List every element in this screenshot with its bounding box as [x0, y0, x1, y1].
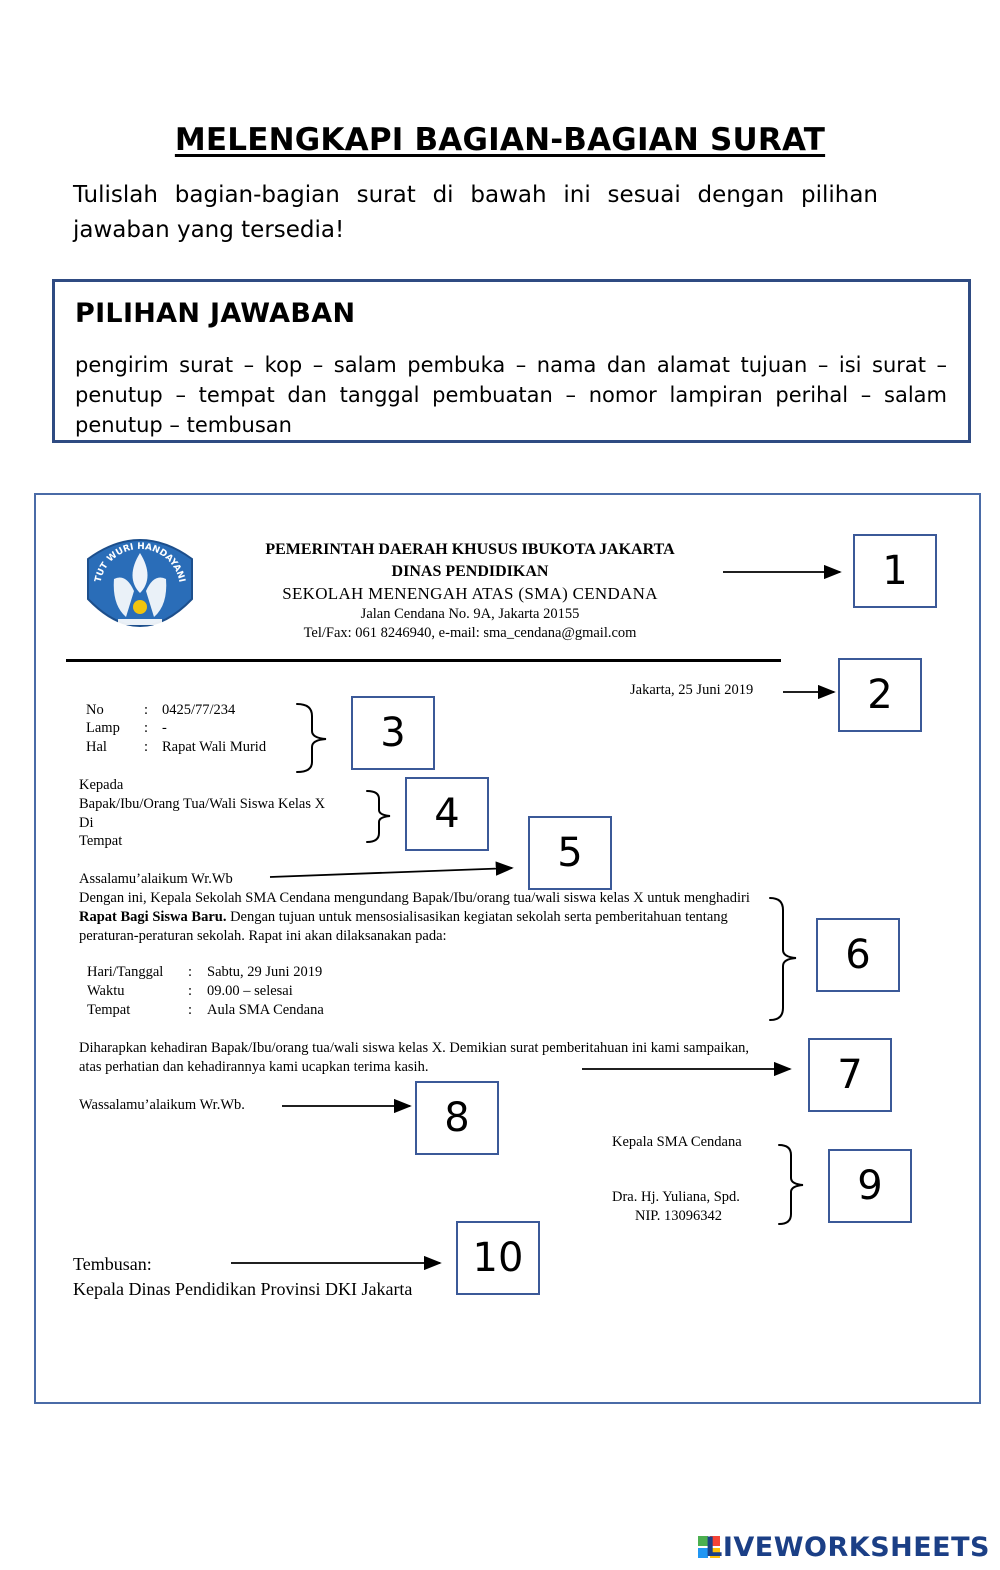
answer-box-7[interactable]: 7	[808, 1038, 892, 1112]
schedule-sep-time: :	[188, 983, 193, 999]
brace-3	[297, 704, 326, 772]
svg-text:TUT WURI HANDAYANI: TUT WURI HANDAYANI	[93, 541, 187, 584]
kop-line-5: Tel/Fax: 061 8246940, e-mail: sma_cendana@gmail.com	[303, 625, 637, 641]
cc-label: Tembusan:	[73, 1254, 152, 1274]
answer-box-2[interactable]: 2	[838, 658, 922, 732]
signer-title: Kepala SMA Cendana	[612, 1134, 742, 1150]
body-text: Dengan ini, Kepala Sekolah SMA Cendana mengundang Bapak/Ibu/orang tua/wali siswa kelas X untuk menghadiri	[79, 890, 750, 906]
schedule-label-day: Hari/Tanggal	[87, 964, 164, 980]
meta-value-no: 0425/77/234	[162, 702, 236, 718]
address-line-1: Kepada	[79, 777, 124, 793]
answer-box-4[interactable]: 4	[405, 777, 489, 851]
meta-sep-no: :	[144, 702, 149, 718]
kop-line-2: DINAS PENDIDIKAN	[391, 563, 549, 580]
signer-name: Dra. Hj. Yuliana, Spd.	[612, 1189, 740, 1205]
kop-line-3: SEKOLAH MENENGAH ATAS (SMA) CENDANA	[282, 584, 658, 603]
brace-4	[367, 791, 390, 842]
meta-label-no: No	[86, 702, 104, 718]
letter-date: Jakarta, 25 Juni 2019	[630, 682, 754, 698]
closing-paragraph: Diharapkan kehadiran Bapak/Ibu/orang tua/wali siswa kelas X. Demikian surat pemberitahuan ini kami sampaikan, atas perhatian dan kehadirannya kami ucapkan terima kasih.	[79, 1040, 750, 1075]
body-bold-text: Rapat Bagi Siswa Baru.	[79, 909, 227, 925]
body-text-continued: Dengan tujuan untuk mensosialisasikan kegiatan sekolah serta pemberitahuan tentang peraturan-peraturan sekolah. Rapat ini akan dilaksanakan pada:	[79, 909, 728, 944]
meta-label-lamp: Lamp	[86, 720, 120, 736]
meta-sep-lamp: :	[144, 720, 149, 736]
meta-value-hal: Rapat Wali Murid	[162, 739, 267, 755]
schedule-value-time: 09.00 – selesai	[207, 983, 293, 999]
kop-line-4: Jalan Cendana No. 9A, Jakarta 20155	[360, 606, 580, 622]
meta-sep-hal: :	[144, 739, 149, 755]
address-line-3: Di	[79, 815, 94, 831]
schedule-sep-day: :	[188, 964, 193, 980]
brace-9	[779, 1145, 803, 1224]
page-title: MELENGKAPI BAGIAN-BAGIAN SURAT	[174, 122, 826, 158]
choices-heading: PILIHAN JAWABAN	[75, 298, 356, 329]
schedule-label-time: Waktu	[87, 983, 125, 999]
farewell: Wassalamu’alaikum Wr.Wb.	[79, 1097, 245, 1113]
cc-value: Kepala Dinas Pendidikan Provinsi DKI Jakarta	[73, 1279, 413, 1299]
schedule-value-day: Sabtu, 29 Juni 2019	[207, 964, 323, 980]
address-line-2: Bapak/Ibu/Orang Tua/Wali Siswa Kelas X	[79, 796, 326, 812]
meta-label-hal: Hal	[86, 739, 107, 755]
schedule-label-place: Tempat	[87, 1002, 131, 1018]
answer-box-1[interactable]: 1	[853, 534, 937, 608]
meta-value-lamp: -	[162, 720, 167, 736]
greeting: Assalamu’alaikum Wr.Wb	[79, 871, 233, 887]
brand-wordmark[interactable]: LIVEWORKSHEETS	[705, 1532, 990, 1563]
instruction-text: Tulislah bagian-bagian surat di bawah ini sesuai dengan pilihan jawaban yang tersedia!	[73, 182, 878, 243]
answer-box-10[interactable]: 10	[456, 1221, 540, 1295]
choices-list: pengirim surat – kop – salam pembuka – nama dan alamat tujuan – isi surat – penutup – tempat dan tanggal pembuatan – nomor lampiran perihal – salam penutup – tembusan	[75, 353, 947, 437]
answer-box-8[interactable]: 8	[415, 1081, 499, 1155]
answer-box-6[interactable]: 6	[816, 918, 900, 992]
schedule-value-place: Aula SMA Cendana	[207, 1002, 324, 1018]
schedule-sep-place: :	[188, 1002, 193, 1018]
address-line-4: Tempat	[79, 833, 123, 849]
brace-6	[770, 898, 796, 1020]
signer-nip: NIP. 13096342	[635, 1208, 723, 1224]
arrow-5	[270, 868, 512, 877]
answer-box-5[interactable]: 5	[528, 816, 612, 890]
answer-box-9[interactable]: 9	[828, 1149, 912, 1223]
kop-line-1: PEMERINTAH DAERAH KHUSUS IBUKOTA JAKARTA	[265, 541, 675, 558]
answer-box-3[interactable]: 3	[351, 696, 435, 770]
